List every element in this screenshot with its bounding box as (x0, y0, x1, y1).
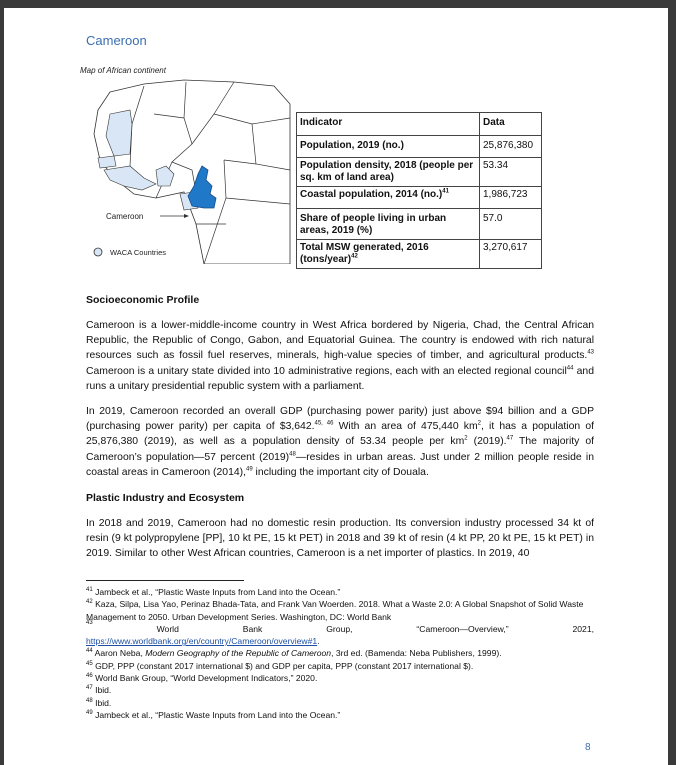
map-label-cameroon: Cameroon (106, 212, 144, 221)
page-title: Cameroon (86, 33, 147, 48)
footnotes (86, 586, 594, 721)
page-number: 8 (585, 742, 591, 753)
section-heading-socioeconomic: Socioeconomic Profile (86, 294, 200, 306)
table-row (297, 187, 542, 209)
table-row (297, 240, 542, 269)
footnote-43: 43 World Bank Group, “Cameroon—Overview,” 2021, https://www.worldbank.org/en/country/Cameroon/overview#1. (86, 619, 594, 647)
footnote-ref: 49 (245, 466, 253, 473)
footnote-ref: 48 (289, 451, 296, 458)
footnote-ref: 41 (442, 188, 449, 195)
cameroon-pointer-arrowhead (184, 214, 189, 218)
paragraph-socioeconomic-2: In 2019, Cameroon recorded an overall GDP (purchasing power parity) just above $94 billion and a GDP (purchasing power parity) per capita of $3,642.$^{45, 46}$ With an area of 475,440 $km^2$, it has a population of 25,876,380 (2019), as well as a population density of 53.34 people per $km^2$ (2019).$^{47}$ The majority of Cameroon’s population—57 percent $(2019)^{48}—resides$ in urban areas. Just under 2 million people reside in coastal areas in Cameroon (2014),$^{49}$ including the important city of Douala. (86, 406, 595, 478)
row-value: 3,270,617 (480, 240, 542, 269)
footnote-ref: 42 (351, 253, 358, 260)
legend-waca-label: WACA Countries (110, 248, 166, 257)
row-value: 53.34 (480, 158, 542, 187)
row-label: Population, 2019 (no.) (300, 140, 404, 151)
row-label: Coastal population, 2014 (no.) (300, 189, 443, 200)
footnote-47: $^{47}$ Ibid. (86, 685, 112, 696)
map-caption: Map of African continent (80, 66, 166, 75)
row-label: Total MSW generated, 2016 (tons/year) (300, 242, 429, 265)
worldbank-overview-link[interactable]: https://www.worldbank.org/en/country/Cameroon/overview#1 (86, 636, 318, 647)
footnote-46: $^{46}$ World Bank Group, “World Development Indicators,” 2020. (86, 673, 318, 684)
footnote-41: $^{41}$ Jambeck et al., “Plastic Waste Inputs from Land into the Ocean.” (86, 587, 341, 597)
row-value: 57.0 (480, 209, 542, 240)
footnote-separator (86, 580, 244, 581)
footnote-49: $^{49}$ Jambeck et al., “Plastic Waste Inputs from Land into the Ocean.” (86, 709, 341, 720)
viewer-top-bar (0, 0, 676, 8)
paragraph-socioeconomic-1: Cameroon is a lower-middle-income country in West Africa bordered by Nigeria, Chad, the Central African Republic, the Republic of Congo, Gabon, and Equatorial Guinea. The country is endowed with rich natural resources such as fossil fuel reserves, minerals, high-value species of timber, and agricultural products.$^{43}$ Cameroon is a unitary state divided into 10 administrative regions, each with an elected regional council$^{44}$ and runs a unitary presidential republic system with a parliament. (86, 320, 594, 392)
table-header-row (297, 113, 542, 136)
paragraph-plastic-1: In 2018 and 2019, Cameroon had no domestic resin production. Its conversion industry processed 34 kt of resin (9 kt polypropylene [PP], 10 kt PE, 15 kt PET) in 2018 and 39 kt of resin (4 kt PP, 20 kt PE, 15 kt PET) in 2019. Similar to other West African countries, Cameroon is a net importer of plastics. In 2019, 40 (86, 518, 594, 560)
footnote-45: $^{45}$ GDP, PPP (constant 2017 international $) and GDP per capita, PPP (constant 2017 international $). (86, 660, 474, 671)
footnote-48: $^{48}$ Ibid. (86, 697, 112, 708)
header-data: Data (480, 113, 542, 136)
row-label: Share of people living in urban areas, 2019 (%) (300, 213, 447, 236)
row-value: 1,986,723 (480, 187, 542, 209)
row-label: Population density, 2018 (people per sq. km of land area) (300, 160, 474, 183)
footnote-ref: 45, 46 (314, 420, 334, 427)
footnote-42: $^{42}$ Kaza, Silpa, Lisa Yao, Perinaz Bhada-Tata, and Frank Van Woerden. 2018. What a Waste 2.0: A Global Snapshot of Solid Waste Management to 2050. Urban Development Series. Washington, DC: World Bank (86, 599, 584, 622)
table-row (297, 209, 542, 240)
footnote-44: $^{44}$ Aaron Neba, Modern Geography of the Republic of Cameroon, 3rd ed. (Bamenda: Neba Publishers, 1999). (86, 648, 502, 659)
footnote-ref: 43 (587, 349, 594, 356)
table-row (297, 158, 542, 187)
map-waca-senegal (98, 156, 116, 168)
section-heading-plastic: Plastic Industry and Ecosystem (86, 492, 245, 504)
indicator-table (296, 112, 542, 269)
footnote-ref: 47 (506, 435, 514, 442)
table-row (297, 136, 542, 158)
legend-waca-swatch (94, 248, 102, 256)
header-indicator: Indicator (297, 113, 480, 136)
footnote-ref: 44 (566, 365, 574, 372)
document-page (4, 8, 668, 765)
row-value: 25,876,380 (480, 136, 542, 158)
africa-map (84, 74, 292, 264)
